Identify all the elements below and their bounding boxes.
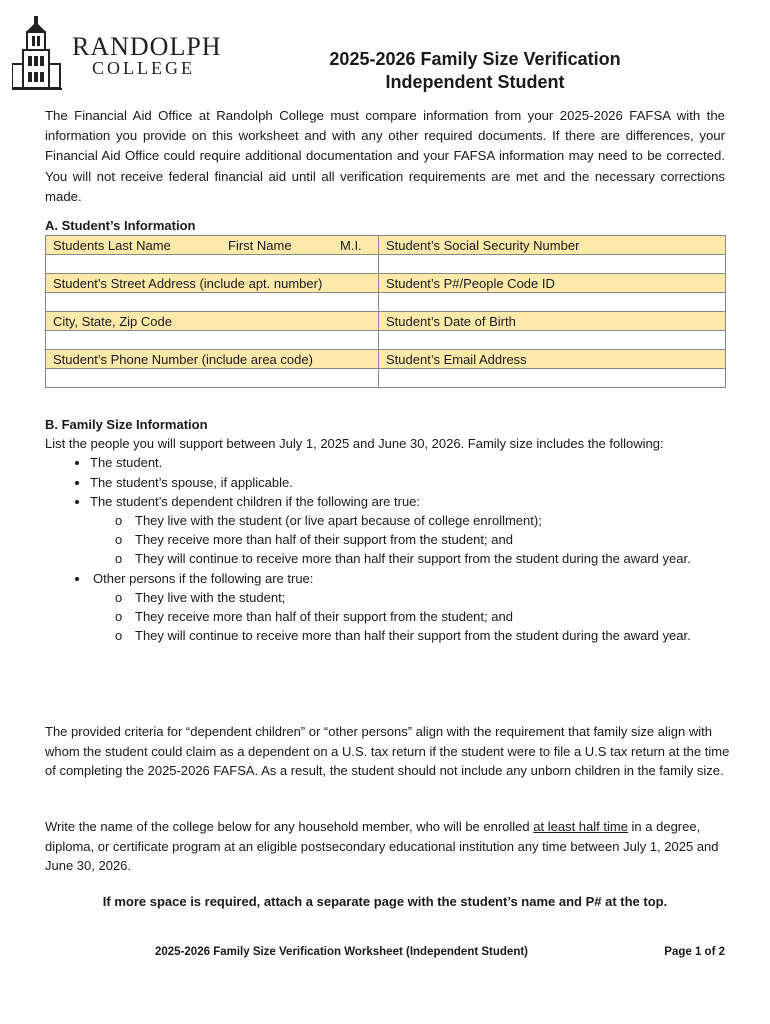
page-number: Page 1 of 2: [664, 946, 725, 958]
footer-title: 2025-2026 Family Size Verification Worksheet (Independent Student): [155, 946, 529, 958]
name-field[interactable]: [46, 255, 379, 274]
sub-list: [93, 588, 735, 646]
people-code-field[interactable]: [379, 293, 726, 312]
college-logo: [12, 14, 222, 92]
table-input-row: [46, 255, 726, 274]
last-name-label: Students Last Name: [53, 237, 171, 253]
student-info-table: [45, 235, 726, 388]
phone-label: Student’s Phone Number (include area code): [46, 350, 379, 369]
family-size-list: [45, 453, 735, 645]
address-label: Student’s Street Address (include apt. number): [46, 274, 379, 293]
logo-line2: COLLEGE: [92, 58, 195, 78]
table-input-row: [46, 293, 726, 312]
people-code-label: Student’s P#/People Code ID: [379, 274, 726, 293]
dob-field[interactable]: [379, 331, 726, 350]
name-header-cell: [46, 236, 379, 255]
list-item: • The student’s spouse, if applicable.: [90, 473, 735, 492]
first-name-label: First Name: [228, 237, 292, 253]
title-line1: 2025-2026 Family Size Verification: [329, 49, 621, 69]
half-time-text: at least half time: [533, 819, 628, 834]
address-field[interactable]: [46, 293, 379, 312]
logo-line1: RANDOLPH: [72, 32, 222, 61]
table-header-row: [46, 236, 726, 255]
ssn-field[interactable]: [379, 255, 726, 274]
sub-list-item: o They will continue to receive more than half their support from the student during the award year.: [135, 549, 735, 568]
attach-note: If more space is required, attach a separate page with the student’s name and P# at the top.: [102, 894, 668, 909]
page-title: [250, 48, 700, 94]
email-field[interactable]: [379, 369, 726, 388]
table-input-row: [46, 331, 726, 350]
section-a-heading: A. Student’s Information: [45, 218, 196, 233]
college-paragraph: Write the name of the college below for any household member, who will be enrolled at least half time in a degree, diploma, or certificate program at an eligible postsecondary educational institution any time between July 1, 2025 and June 30, 2026.: [45, 819, 719, 873]
sub-list: [90, 511, 735, 569]
criteria-paragraph: The provided criteria for “dependent children” or “other persons” align with the requirement that family size align with whom the student could claim as a dependent on a U.S. tax return if the student were to file a U.S tax return at the time of completing the 2025-2026 FAFSA. As a result, the student should not include any unborn children in the family size.: [45, 724, 730, 778]
ssn-label: Student’s Social Security Number: [379, 236, 726, 255]
section-b-heading: B. Family Size Information: [45, 417, 208, 432]
table-header-row: [46, 312, 726, 331]
sub-list-item: o They live with the student (or live apart because of college enrollment);: [135, 511, 735, 530]
table-header-row: [46, 350, 726, 369]
sub-list-item: o They receive more than half of their support from the student; and: [135, 607, 735, 626]
mi-label: M.I.: [340, 237, 362, 253]
sub-list-item: o They receive more than half of their support from the student; and: [135, 530, 735, 549]
city-field[interactable]: [46, 331, 379, 350]
list-item: • Other persons if the following are true: o They live with the student; o They receive more than half of their support from the student; and o They will continue to receive more than half their support from the student during the award year.: [90, 569, 735, 646]
list-item: • The student’s dependent children if the following are true: o They live with the student (or live apart because of college enrollment); o They receive more than half of their support from the student; and o They will continue to receive more than half their support from the student during the award year.: [90, 492, 735, 569]
sub-list-item: o They will continue to receive more than half their support from the student during the award year.: [135, 626, 735, 645]
section-b: [45, 415, 735, 645]
sub-list-item: o They live with the student;: [135, 588, 735, 607]
bell-tower-icon: [12, 14, 72, 92]
phone-field[interactable]: [46, 369, 379, 388]
dob-label: Student’s Date of Birth: [379, 312, 726, 331]
table-input-row: [46, 369, 726, 388]
intro-paragraph: The Financial Aid Office at Randolph College must compare information from your 2025-2026 FAFSA with the information you provide on this worksheet and with any other required documents. If there are differences, your Financial Aid Office could require additional documentation and your FAFSA information may need to be corrected. You will not receive federal financial aid until all verification requirements are met and the necessary corrections made.: [45, 108, 725, 204]
table-header-row: [46, 274, 726, 293]
email-label: Student’s Email Address: [379, 350, 726, 369]
section-b-lead: List the people you will support between July 1, 2025 and June 30, 2026. Family size includes the following:: [45, 436, 664, 452]
title-line2: Independent Student: [385, 72, 565, 92]
city-label: City, State, Zip Code: [46, 312, 379, 331]
list-item: • The student.: [90, 453, 735, 472]
